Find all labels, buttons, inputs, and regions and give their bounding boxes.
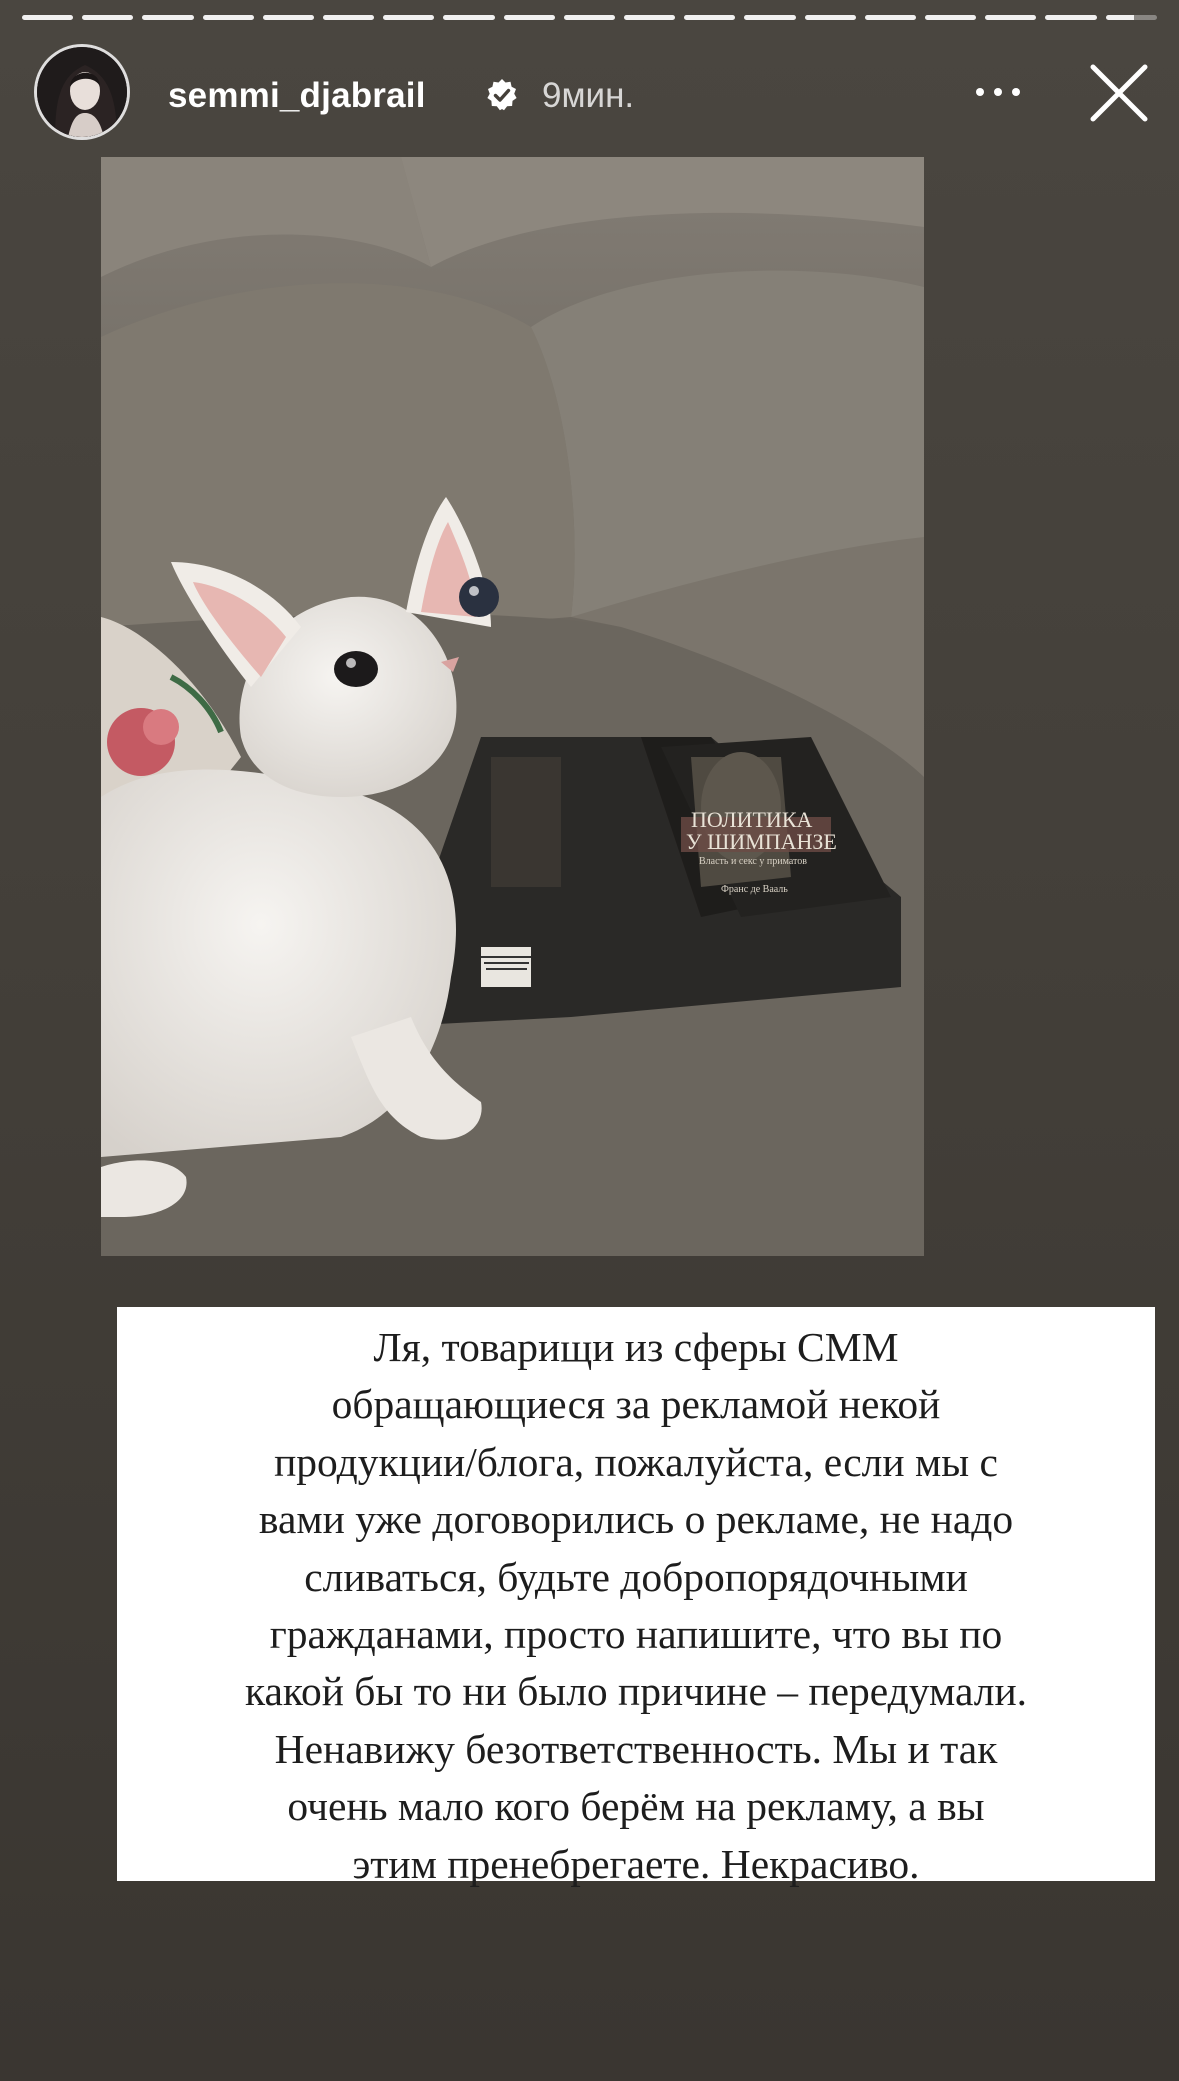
progress-segment [925,15,976,20]
story-progress-bar [22,15,1157,20]
progress-segment [263,15,314,20]
progress-segment [443,15,494,20]
story-text-box: Ля, товарищи из сферы СММ обращающиеся за рекламой некой продукции/блога, пожалуйста, если мы с вами уже договорились о рекламе, не надо сливаться, будьте добропорядочными гражданами, просто напишите, что вы по какой бы то ни было причине – передумали. Ненавижу безответственность. Мы и так очень мало кого берём на рекламу, а вы этим пренебрегаете. Некрасиво. [117,1307,1155,1881]
progress-segment [744,15,795,20]
avatar[interactable] [34,44,130,140]
ellipsis-dot [1012,88,1020,96]
progress-segment [383,15,434,20]
book-subtitle: Власть и секс у приматов [699,856,807,867]
book-title-1: ПОЛИТИКА [691,807,813,832]
progress-segment [865,15,916,20]
progress-segment [805,15,856,20]
progress-segment [985,15,1036,20]
book-author: Франс де Вааль [721,884,788,895]
progress-segment [203,15,254,20]
progress-segment [1045,15,1096,20]
progress-segment [684,15,735,20]
avatar-photo [37,47,130,140]
verified-badge-icon [485,78,519,112]
progress-segment [624,15,675,20]
progress-segment [564,15,615,20]
post-time: 9мин. [542,76,635,115]
progress-segment [142,15,193,20]
progress-segment [323,15,374,20]
progress-segment [22,15,73,20]
progress-segment [1106,15,1157,20]
progress-segment [82,15,133,20]
cat-with-book-image [101,157,924,1256]
story-photo [101,157,924,1256]
book-title-2: У ШИМПАНЗЕ [686,829,837,854]
close-icon[interactable] [1086,60,1152,126]
story-header [0,40,1179,148]
more-options-button[interactable] [968,70,1028,110]
ellipsis-dot [994,88,1002,96]
username[interactable]: semmi_djabrail [168,76,426,115]
ellipsis-icon [976,88,984,96]
progress-segment [504,15,555,20]
